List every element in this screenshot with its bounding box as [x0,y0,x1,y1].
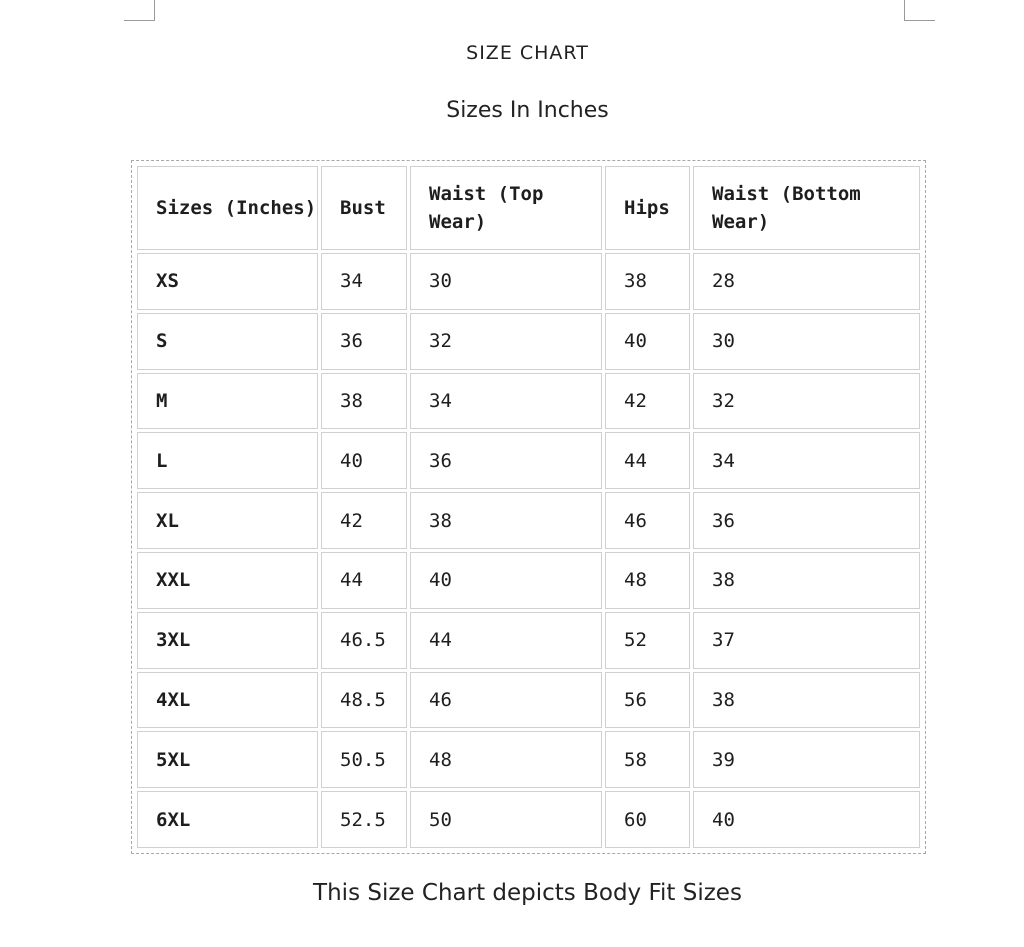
table-row [137,791,920,848]
size-chart-table-frame [131,160,926,854]
table-row [137,731,920,788]
page-corner-mark-left [124,0,155,21]
cell-hips: 56 [605,672,690,729]
cell-waist-bottom: 32 [693,373,920,430]
page-subtitle: Sizes In Inches [446,98,609,123]
table-row [137,492,920,549]
header-hips: Hips [605,166,690,250]
table-row [137,552,920,609]
cell-waist-bottom: 30 [693,313,920,370]
cell-waist-top: 30 [410,253,602,310]
footer-note: This Size Chart depicts Body Fit Sizes [313,880,742,906]
header-bust: Bust [321,166,407,250]
cell-bust: 52.5 [321,791,407,848]
cell-bust: 44 [321,552,407,609]
cell-size: S [137,313,318,370]
cell-bust: 42 [321,492,407,549]
cell-waist-top: 36 [410,432,602,489]
page-title: SIZE CHART [466,42,589,64]
cell-waist-top: 32 [410,313,602,370]
cell-hips: 44 [605,432,690,489]
cell-waist-bottom: 39 [693,731,920,788]
size-chart-table [134,163,923,851]
cell-waist-top: 46 [410,672,602,729]
cell-bust: 50.5 [321,731,407,788]
cell-hips: 40 [605,313,690,370]
cell-bust: 46.5 [321,612,407,669]
page-corner-mark-right [904,0,935,21]
cell-waist-top: 40 [410,552,602,609]
cell-waist-top: 34 [410,373,602,430]
table-row [137,313,920,370]
table-row [137,672,920,729]
cell-waist-bottom: 37 [693,612,920,669]
cell-waist-top: 48 [410,731,602,788]
cell-waist-bottom: 28 [693,253,920,310]
header-size: Sizes (Inches) [137,166,318,250]
cell-bust: 48.5 [321,672,407,729]
cell-size: XL [137,492,318,549]
cell-waist-top: 44 [410,612,602,669]
cell-size: 6XL [137,791,318,848]
cell-waist-bottom: 34 [693,432,920,489]
cell-hips: 42 [605,373,690,430]
table-row [137,253,920,310]
header-waist-top: Waist (Top Wear) [410,166,602,250]
cell-bust: 38 [321,373,407,430]
cell-size: XS [137,253,318,310]
table-row [137,432,920,489]
cell-hips: 48 [605,552,690,609]
table-row [137,373,920,430]
cell-size: 4XL [137,672,318,729]
cell-hips: 52 [605,612,690,669]
cell-size: XXL [137,552,318,609]
cell-waist-top: 38 [410,492,602,549]
table-header-row [137,166,920,250]
cell-size: 5XL [137,731,318,788]
cell-waist-top: 50 [410,791,602,848]
cell-waist-bottom: 36 [693,492,920,549]
cell-size: L [137,432,318,489]
header-waist-bottom: Waist (Bottom Wear) [693,166,920,250]
cell-size: 3XL [137,612,318,669]
cell-waist-bottom: 38 [693,552,920,609]
cell-waist-bottom: 40 [693,791,920,848]
cell-bust: 40 [321,432,407,489]
cell-hips: 58 [605,731,690,788]
cell-hips: 38 [605,253,690,310]
table-row [137,612,920,669]
cell-bust: 36 [321,313,407,370]
cell-waist-bottom: 38 [693,672,920,729]
cell-hips: 60 [605,791,690,848]
cell-size: M [137,373,318,430]
cell-bust: 34 [321,253,407,310]
cell-hips: 46 [605,492,690,549]
